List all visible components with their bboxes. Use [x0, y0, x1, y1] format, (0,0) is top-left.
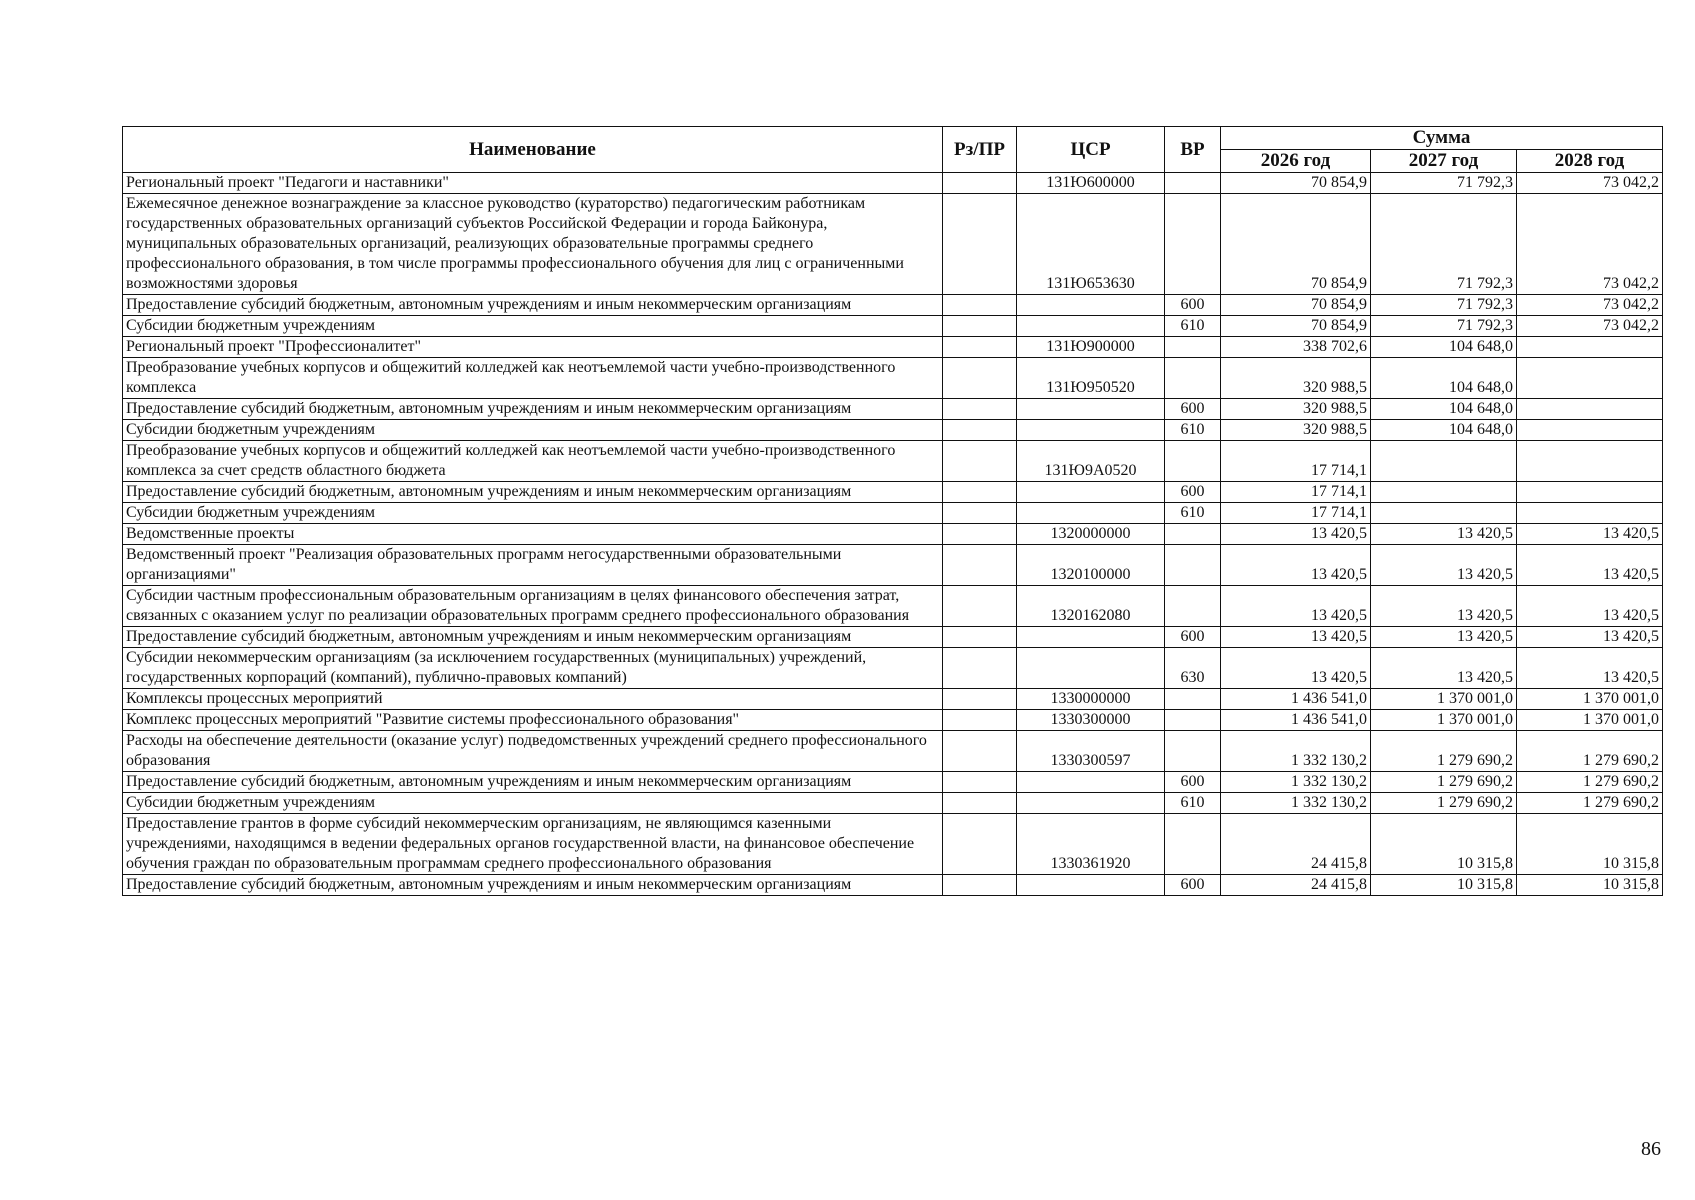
table-header: [123, 127, 1663, 173]
cell-2028: 73 042,2: [1517, 173, 1663, 194]
cell-csr: [1017, 793, 1165, 814]
cell-name: Ежемесячное денежное вознаграждение за классное руководство (кураторство) педагогическим работникам государственных образовательных организаций субъектов Российской Федерации и города Байконура, муниципальных образовательных организаций, реализующих образовательные программы среднего профессионального образования, в том числе программы профессионального обучения для лиц с ограниченными возможностями здоровья: [123, 194, 943, 295]
cell-name: Предоставление субсидий бюджетным, автономным учреждениям и иным некоммерческим организациям: [123, 482, 943, 503]
table-row: [123, 295, 1663, 316]
cell-name: Субсидии бюджетным учреждениям: [123, 793, 943, 814]
cell-2028: 13 420,5: [1517, 648, 1663, 689]
cell-2027: 104 648,0: [1371, 420, 1517, 441]
cell-csr: 131Ю9А0520: [1017, 441, 1165, 482]
table-row: [123, 772, 1663, 793]
cell-vr: [1165, 689, 1221, 710]
cell-rz: [943, 194, 1017, 295]
cell-2026: 13 420,5: [1221, 545, 1371, 586]
cell-2026: 13 420,5: [1221, 627, 1371, 648]
cell-name: Субсидии частным профессиональным образовательным организациям в целях финансового обеспечения затрат, связанных с оказанием услуг по реализации образовательных программ среднего профессионального образования: [123, 586, 943, 627]
cell-2027: 1 370 001,0: [1371, 689, 1517, 710]
cell-2027: 71 792,3: [1371, 173, 1517, 194]
cell-2028: 13 420,5: [1517, 524, 1663, 545]
cell-vr: 600: [1165, 482, 1221, 503]
cell-rz: [943, 793, 1017, 814]
table-row: [123, 503, 1663, 524]
cell-rz: [943, 814, 1017, 875]
cell-rz: [943, 689, 1017, 710]
budget-sheet: [122, 126, 1663, 896]
cell-csr: 1320162080: [1017, 586, 1165, 627]
cell-2028: 1 279 690,2: [1517, 793, 1663, 814]
cell-2027: 1 279 690,2: [1371, 772, 1517, 793]
cell-name: Преобразование учебных корпусов и общежитий колледжей как неотъемлемой части учебно-производственного комплекса за счет средств областного бюджета: [123, 441, 943, 482]
cell-name: Комплексы процессных мероприятий: [123, 689, 943, 710]
cell-vr: [1165, 194, 1221, 295]
table-row: [123, 399, 1663, 420]
cell-rz: [943, 482, 1017, 503]
table-row: [123, 586, 1663, 627]
cell-2026: 70 854,9: [1221, 295, 1371, 316]
cell-vr: 630: [1165, 648, 1221, 689]
cell-vr: [1165, 441, 1221, 482]
cell-2028: [1517, 337, 1663, 358]
cell-2028: 73 042,2: [1517, 194, 1663, 295]
cell-vr: [1165, 337, 1221, 358]
table-row: [123, 194, 1663, 295]
cell-2027: 71 792,3: [1371, 316, 1517, 337]
cell-csr: 1320100000: [1017, 545, 1165, 586]
header-vr: ВР: [1165, 127, 1221, 173]
cell-csr: [1017, 316, 1165, 337]
cell-2026: 1 436 541,0: [1221, 710, 1371, 731]
cell-2027: [1371, 482, 1517, 503]
cell-2026: 1 332 130,2: [1221, 731, 1371, 772]
cell-csr: [1017, 482, 1165, 503]
cell-2026: 24 415,8: [1221, 875, 1371, 896]
cell-csr: 1320000000: [1017, 524, 1165, 545]
header-name: Наименование: [123, 127, 943, 173]
cell-name: Региональный проект "Профессионалитет": [123, 337, 943, 358]
cell-2026: 320 988,5: [1221, 399, 1371, 420]
cell-2028: 13 420,5: [1517, 545, 1663, 586]
cell-name: Ведомственные проекты: [123, 524, 943, 545]
table-body: [123, 173, 1663, 896]
cell-vr: 610: [1165, 503, 1221, 524]
cell-csr: [1017, 875, 1165, 896]
table-row: [123, 545, 1663, 586]
cell-2028: 13 420,5: [1517, 586, 1663, 627]
cell-2027: 71 792,3: [1371, 194, 1517, 295]
cell-2028: 13 420,5: [1517, 627, 1663, 648]
cell-csr: 131Ю653630: [1017, 194, 1165, 295]
cell-2026: 13 420,5: [1221, 524, 1371, 545]
cell-rz: [943, 627, 1017, 648]
cell-2027: 13 420,5: [1371, 524, 1517, 545]
header-year-2026: 2026 год: [1221, 150, 1371, 173]
cell-2026: 13 420,5: [1221, 648, 1371, 689]
cell-2026: 1 332 130,2: [1221, 772, 1371, 793]
cell-rz: [943, 441, 1017, 482]
cell-name: Комплекс процессных мероприятий "Развитие системы профессионального образования": [123, 710, 943, 731]
cell-vr: 600: [1165, 772, 1221, 793]
cell-2028: 1 279 690,2: [1517, 772, 1663, 793]
table-row: [123, 689, 1663, 710]
cell-2028: 73 042,2: [1517, 295, 1663, 316]
cell-2026: 70 854,9: [1221, 173, 1371, 194]
header-sum: Сумма: [1221, 127, 1663, 150]
cell-csr: [1017, 627, 1165, 648]
cell-vr: 600: [1165, 875, 1221, 896]
cell-2026: 17 714,1: [1221, 441, 1371, 482]
cell-csr: [1017, 648, 1165, 689]
cell-vr: 610: [1165, 420, 1221, 441]
cell-2027: 10 315,8: [1371, 875, 1517, 896]
table-row: [123, 173, 1663, 194]
cell-vr: [1165, 545, 1221, 586]
cell-name: Предоставление грантов в форме субсидий некоммерческим организациям, не являющимся казенными учреждениями, находящимся в ведении федеральных органов государственной власти, на финансовое обеспечение обучения граждан по образовательным программам среднего профессионального образования: [123, 814, 943, 875]
budget-table: [122, 126, 1663, 896]
header-year-2027: 2027 год: [1371, 150, 1517, 173]
cell-rz: [943, 358, 1017, 399]
cell-name: Расходы на обеспечение деятельности (оказание услуг) подведомственных учреждений среднего профессионального образования: [123, 731, 943, 772]
cell-2026: 17 714,1: [1221, 503, 1371, 524]
cell-2028: 10 315,8: [1517, 814, 1663, 875]
cell-2028: 10 315,8: [1517, 875, 1663, 896]
table-row: [123, 731, 1663, 772]
cell-name: Предоставление субсидий бюджетным, автономным учреждениям и иным некоммерческим организациям: [123, 295, 943, 316]
cell-vr: [1165, 586, 1221, 627]
cell-vr: [1165, 731, 1221, 772]
table-row: [123, 337, 1663, 358]
cell-csr: 1330361920: [1017, 814, 1165, 875]
cell-rz: [943, 545, 1017, 586]
cell-2027: 13 420,5: [1371, 648, 1517, 689]
cell-rz: [943, 772, 1017, 793]
cell-name: Ведомственный проект "Реализация образовательных программ негосударственными образовательными организациями": [123, 545, 943, 586]
cell-2026: 13 420,5: [1221, 586, 1371, 627]
table-row: [123, 441, 1663, 482]
table-row: [123, 875, 1663, 896]
cell-rz: [943, 875, 1017, 896]
cell-csr: [1017, 772, 1165, 793]
cell-2028: [1517, 358, 1663, 399]
cell-csr: [1017, 295, 1165, 316]
cell-name: Преобразование учебных корпусов и общежитий колледжей как неотъемлемой части учебно-производственного комплекса: [123, 358, 943, 399]
cell-2027: 104 648,0: [1371, 358, 1517, 399]
cell-rz: [943, 648, 1017, 689]
cell-name: Субсидии бюджетным учреждениям: [123, 420, 943, 441]
table-row: [123, 524, 1663, 545]
table-row: [123, 420, 1663, 441]
cell-2027: [1371, 441, 1517, 482]
cell-2026: 17 714,1: [1221, 482, 1371, 503]
cell-name: Предоставление субсидий бюджетным, автономным учреждениям и иным некоммерческим организациям: [123, 875, 943, 896]
table-row: [123, 648, 1663, 689]
cell-csr: 1330300597: [1017, 731, 1165, 772]
cell-vr: 600: [1165, 399, 1221, 420]
cell-csr: [1017, 399, 1165, 420]
cell-rz: [943, 399, 1017, 420]
cell-rz: [943, 503, 1017, 524]
cell-csr: 131Ю900000: [1017, 337, 1165, 358]
table-row: [123, 482, 1663, 503]
cell-rz: [943, 316, 1017, 337]
cell-name: Субсидии некоммерческим организациям (за исключением государственных (муниципальных) учреждений, государственных корпораций (компаний), публично-правовых компаний): [123, 648, 943, 689]
page-number: 86: [1641, 1138, 1661, 1160]
cell-2026: 24 415,8: [1221, 814, 1371, 875]
cell-2028: 1 370 001,0: [1517, 689, 1663, 710]
cell-2026: 320 988,5: [1221, 420, 1371, 441]
cell-vr: 600: [1165, 627, 1221, 648]
cell-csr: 131Ю600000: [1017, 173, 1165, 194]
cell-2027: 13 420,5: [1371, 586, 1517, 627]
cell-2027: 13 420,5: [1371, 545, 1517, 586]
cell-2028: [1517, 420, 1663, 441]
cell-2028: [1517, 482, 1663, 503]
cell-2027: 1 279 690,2: [1371, 731, 1517, 772]
cell-2028: [1517, 399, 1663, 420]
cell-csr: [1017, 503, 1165, 524]
header-rz: Рз/ПР: [943, 127, 1017, 173]
cell-name: Предоставление субсидий бюджетным, автономным учреждениям и иным некоммерческим организациям: [123, 399, 943, 420]
cell-2026: 1 332 130,2: [1221, 793, 1371, 814]
cell-vr: [1165, 358, 1221, 399]
cell-2028: 1 279 690,2: [1517, 731, 1663, 772]
table-row: [123, 627, 1663, 648]
cell-rz: [943, 295, 1017, 316]
table-row: [123, 358, 1663, 399]
cell-2027: 104 648,0: [1371, 337, 1517, 358]
cell-vr: 600: [1165, 295, 1221, 316]
cell-vr: [1165, 814, 1221, 875]
cell-rz: [943, 337, 1017, 358]
cell-2027: 1 279 690,2: [1371, 793, 1517, 814]
cell-2027: 10 315,8: [1371, 814, 1517, 875]
cell-name: Субсидии бюджетным учреждениям: [123, 503, 943, 524]
cell-2026: 338 702,6: [1221, 337, 1371, 358]
cell-2027: 13 420,5: [1371, 627, 1517, 648]
table-row: [123, 814, 1663, 875]
cell-name: Субсидии бюджетным учреждениям: [123, 316, 943, 337]
cell-2026: 70 854,9: [1221, 194, 1371, 295]
cell-2027: [1371, 503, 1517, 524]
cell-2027: 104 648,0: [1371, 399, 1517, 420]
cell-2028: [1517, 441, 1663, 482]
cell-rz: [943, 586, 1017, 627]
cell-vr: 610: [1165, 793, 1221, 814]
cell-csr: 1330300000: [1017, 710, 1165, 731]
cell-vr: [1165, 524, 1221, 545]
cell-name: Региональный проект "Педагоги и наставники": [123, 173, 943, 194]
cell-rz: [943, 524, 1017, 545]
table-row: [123, 710, 1663, 731]
cell-rz: [943, 710, 1017, 731]
cell-csr: 1330000000: [1017, 689, 1165, 710]
cell-csr: 131Ю950520: [1017, 358, 1165, 399]
cell-vr: [1165, 173, 1221, 194]
cell-2026: 70 854,9: [1221, 316, 1371, 337]
cell-rz: [943, 731, 1017, 772]
cell-2028: 73 042,2: [1517, 316, 1663, 337]
table-row: [123, 793, 1663, 814]
cell-2027: 71 792,3: [1371, 295, 1517, 316]
cell-2028: 1 370 001,0: [1517, 710, 1663, 731]
cell-vr: [1165, 710, 1221, 731]
header-csr: ЦСР: [1017, 127, 1165, 173]
cell-2026: 1 436 541,0: [1221, 689, 1371, 710]
header-year-2028: 2028 год: [1517, 150, 1663, 173]
cell-2027: 1 370 001,0: [1371, 710, 1517, 731]
cell-rz: [943, 173, 1017, 194]
cell-csr: [1017, 420, 1165, 441]
cell-2026: 320 988,5: [1221, 358, 1371, 399]
table-row: [123, 316, 1663, 337]
cell-name: Предоставление субсидий бюджетным, автономным учреждениям и иным некоммерческим организациям: [123, 772, 943, 793]
cell-name: Предоставление субсидий бюджетным, автономным учреждениям и иным некоммерческим организациям: [123, 627, 943, 648]
cell-rz: [943, 420, 1017, 441]
cell-vr: 610: [1165, 316, 1221, 337]
cell-2028: [1517, 503, 1663, 524]
